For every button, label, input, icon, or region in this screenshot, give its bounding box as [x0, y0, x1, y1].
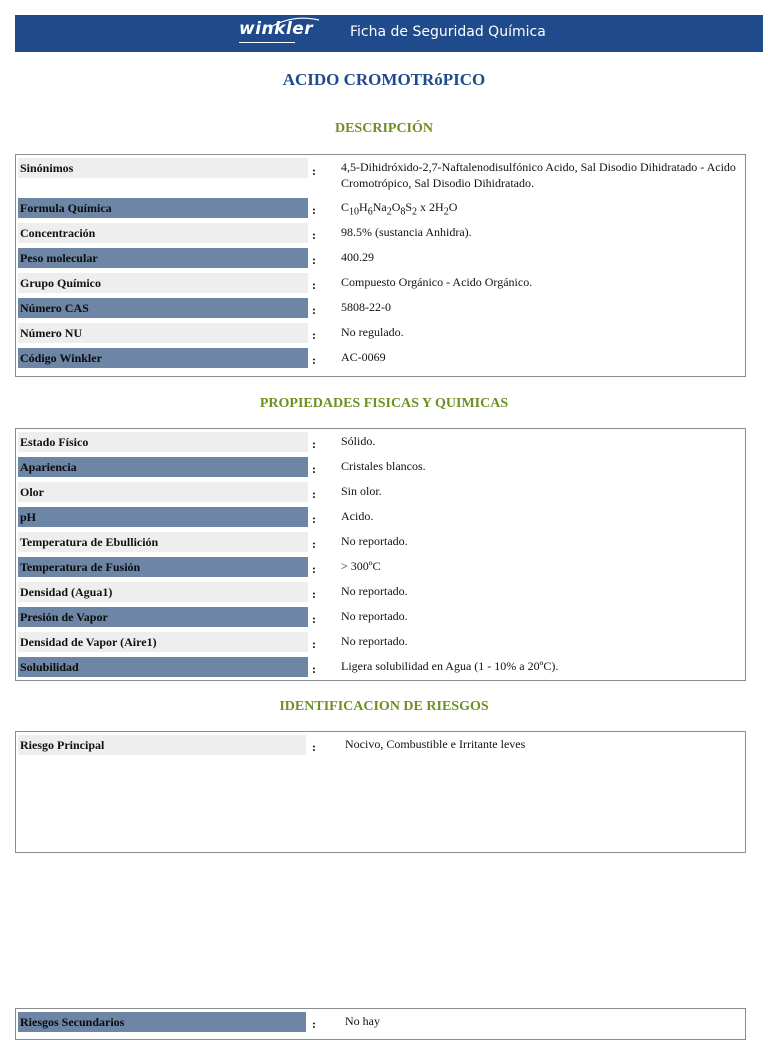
table-row [16, 220, 745, 245]
table-row [16, 454, 745, 479]
propiedades-table [15, 428, 746, 681]
table-row [16, 604, 745, 629]
row-colon: : [312, 303, 316, 317]
winkler-logo [239, 19, 313, 39]
descripcion-table [15, 154, 746, 377]
riesgos-table [15, 731, 746, 853]
row-label: Densidad de Vapor (Aire1) [18, 632, 308, 652]
row-label: Estado Físico [18, 432, 308, 452]
table-row [16, 345, 745, 370]
row-value: 5808-22-0 [341, 300, 391, 314]
row-colon: : [312, 164, 316, 178]
table-row [16, 579, 745, 604]
row-label: Olor [18, 482, 308, 502]
table-row [16, 195, 745, 220]
row-label: pH [18, 507, 308, 527]
row-label: Código Winkler [18, 348, 308, 368]
row-value: Cristales blancos. [341, 459, 426, 473]
row-value: Nocivo, Combustible e Irritante leves [345, 737, 526, 751]
table-row [16, 270, 745, 295]
table-row [16, 629, 745, 654]
row-label: Riesgo Principal [18, 735, 306, 755]
table-row [16, 504, 745, 529]
table-row [16, 1009, 745, 1034]
row-colon: : [312, 512, 316, 526]
row-label: Peso molecular [18, 248, 308, 268]
row-label: Concentración [18, 223, 308, 243]
row-colon: : [312, 437, 316, 451]
row-value: Sólido. [341, 434, 376, 448]
brand-name: winkler [239, 19, 314, 39]
row-label: Temperatura de Ebullición [18, 532, 308, 552]
row-value: Ligera solubilidad en Agua (1 - 10% a 20ºC). [341, 659, 559, 673]
row-label: Solubilidad [18, 657, 308, 677]
row-value: Acido. [341, 509, 374, 523]
row-colon: : [312, 612, 316, 626]
row-colon: : [312, 1017, 316, 1031]
product-title: ACIDO CROMOTRóPICO [282, 70, 486, 89]
row-value: No reportado. [341, 534, 408, 548]
row-label: Formula Química [18, 198, 308, 218]
riesgos-secundarios-table [15, 1008, 746, 1040]
row-colon: : [312, 203, 316, 217]
row-colon: : [312, 740, 316, 754]
row-label: Sinónimos [18, 158, 308, 178]
table-row [16, 320, 745, 345]
table-row [16, 732, 745, 757]
row-label: Número CAS [18, 298, 308, 318]
row-label: Apariencia [18, 457, 308, 477]
row-label: Densidad (Agua1) [18, 582, 308, 602]
row-colon: : [312, 253, 316, 267]
table-row [16, 554, 745, 579]
row-value: No reportado. [341, 584, 408, 598]
row-colon: : [312, 587, 316, 601]
row-colon: : [312, 462, 316, 476]
row-value: No hay [345, 1014, 380, 1028]
row-colon: : [312, 278, 316, 292]
row-label: Temperatura de Fusión [18, 557, 308, 577]
row-colon: : [312, 353, 316, 367]
table-row [16, 155, 745, 195]
row-colon: : [312, 662, 316, 676]
row-label: Número NU [18, 323, 308, 343]
row-label: Grupo Químico [18, 273, 308, 293]
table-row [16, 479, 745, 504]
table-row [16, 245, 745, 270]
table-row [16, 654, 745, 679]
header-bar [15, 15, 763, 52]
logo-swoosh-icon [267, 16, 321, 30]
row-label: Presión de Vapor [18, 607, 308, 627]
row-value: AC-0069 [341, 350, 386, 364]
table-row [16, 429, 745, 454]
row-value: No reportado. [341, 609, 408, 623]
row-value: 400.29 [341, 250, 374, 264]
row-value: 4,5-Dihidróxido-2,7-Naftalenodisulfónico Acido, Sal Disodio Dihidratado - Acido Cromotrópico, Sal Disodio Dihidratado. [341, 160, 736, 190]
row-colon: : [312, 562, 316, 576]
row-colon: : [312, 537, 316, 551]
row-value: > 300ºC [341, 559, 381, 573]
section-title-descripcion: DESCRIPCIÓN [334, 121, 433, 136]
row-value: No regulado. [341, 325, 404, 339]
table-row [16, 295, 745, 320]
row-colon: : [312, 328, 316, 342]
row-value: $C_{10}H_6Na_2O_8S_2$ x $2H_2O$ [341, 200, 458, 218]
table-row [16, 529, 745, 554]
row-colon: : [312, 487, 316, 501]
section-title-propiedades: PROPIEDADES FISICAS Y QUIMICAS [259, 396, 509, 411]
section-title-riesgos: IDENTIFICACION DE RIESGOS [279, 699, 489, 714]
row-value: Sin olor. [341, 484, 382, 498]
row-value: 98.5% (sustancia Anhidra). [341, 225, 472, 239]
document-title: Ficha de Seguridad Química [350, 24, 546, 40]
row-colon: : [312, 228, 316, 242]
row-colon: : [312, 637, 316, 651]
row-value: No reportado. [341, 634, 408, 648]
row-value: Compuesto Orgánico - Acido Orgánico. [341, 275, 533, 289]
logo-underline [239, 42, 295, 43]
row-label: Riesgos Secundarios [18, 1012, 306, 1032]
